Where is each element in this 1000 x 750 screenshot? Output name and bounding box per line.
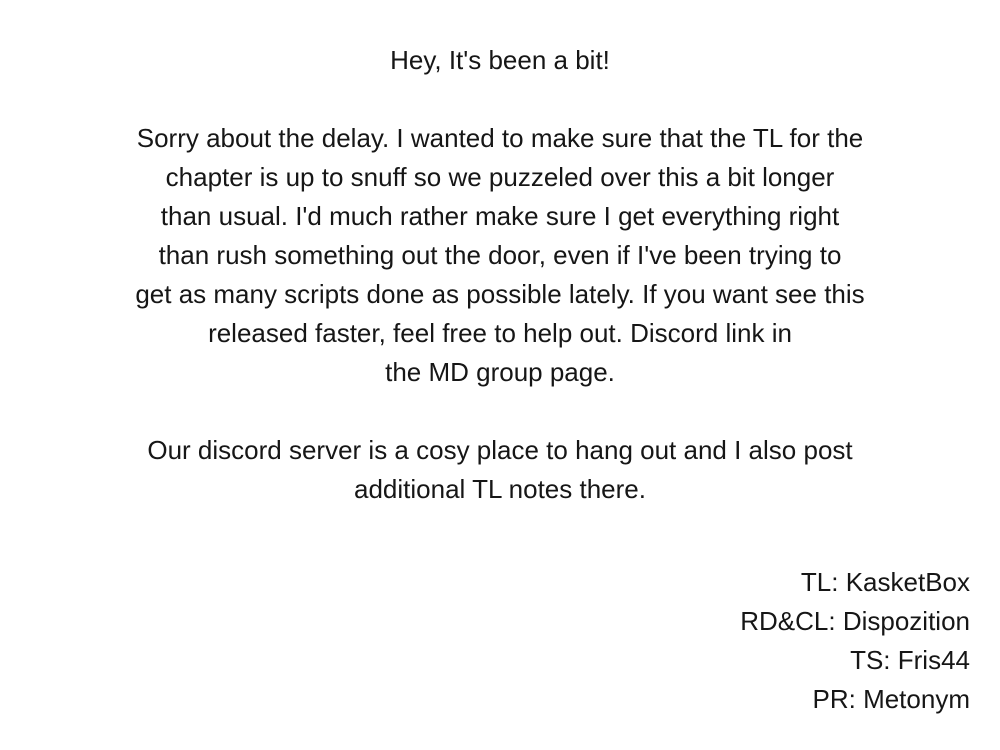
credit-line-ts: TS: Fris44 xyxy=(850,645,970,675)
note-heading: Hey, It's been a bit! xyxy=(390,45,610,75)
paragraph-1-line: Sorry about the delay. I wanted to make sure that the TL for the xyxy=(136,123,864,153)
note-paragraph-2 xyxy=(0,431,1000,509)
credit-line-rd-cl: RD&CL: Dispozition xyxy=(740,606,970,636)
note-content xyxy=(0,41,1000,719)
credit-line-pr: PR: Metonym xyxy=(812,684,970,714)
paragraph-1-line: get as many scripts done as possible lately. If you want see this xyxy=(135,279,865,309)
paragraph-2-line: additional TL notes there. xyxy=(354,474,646,504)
paragraph-1-line: chapter is up to snuff so we puzzeled over this a bit longer xyxy=(165,162,835,192)
paragraph-1-line: released faster, feel free to help out. Discord link in xyxy=(208,318,792,348)
note-paragraph-1 xyxy=(0,119,1000,392)
credits-block xyxy=(0,563,1000,719)
paragraph-1-line: the MD group page. xyxy=(385,357,615,387)
paragraph-1-line: than rush something out the door, even if I've been trying to xyxy=(158,240,842,270)
credit-line-tl: TL: KasketBox xyxy=(800,567,970,597)
paragraph-1-line: than usual. I'd much rather make sure I get everything right xyxy=(160,201,840,231)
paragraph-2-line: Our discord server is a cosy place to hang out and I also post xyxy=(147,435,853,465)
